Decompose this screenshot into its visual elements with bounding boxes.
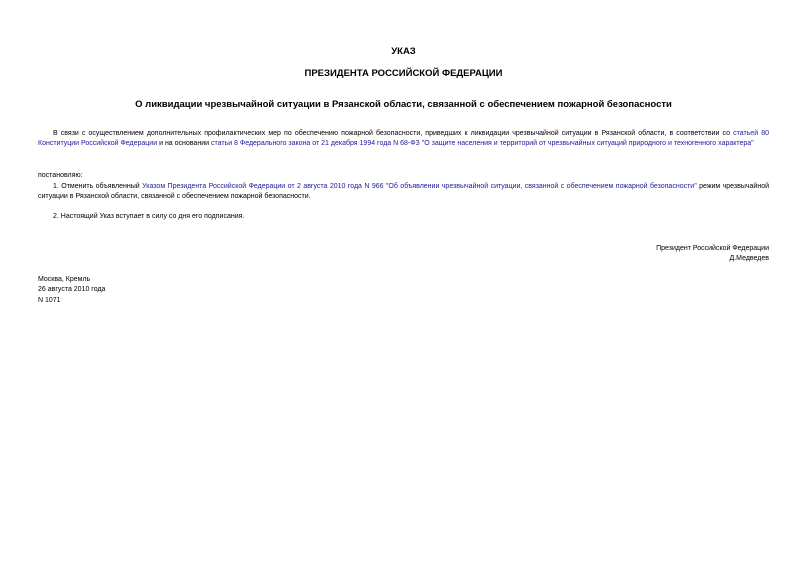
constitution-article-link[interactable]: статьей 80 Конституции Российской Федерации xyxy=(38,130,769,148)
document-number: N 1071 xyxy=(38,297,61,304)
signature-name: Д.Медведев xyxy=(729,255,769,262)
decree-966-link[interactable]: Указом Президента Российской Федерации от 2 августа 2010 года N 966 "Об объявлении чрезвычайной ситуации, связанной с обеспечением пожарной безопасности" xyxy=(142,183,697,190)
item-1-paragraph xyxy=(38,182,769,202)
signature-position: Президент Российской Федерации xyxy=(656,245,769,252)
preamble-text-2: и на основании xyxy=(157,140,211,148)
item-1-text-1: 1. Отменить объявленный xyxy=(53,183,143,190)
decree-word: постановляю: xyxy=(38,172,83,179)
document-heading: О ликвидации чрезвычайной ситуации в Рязанской области, связанной с обеспечением пожарной безопасности xyxy=(135,99,672,110)
federal-law-link[interactable]: статьи 8 Федерального закона от 21 декабря 1994 года N 68-ФЗ "О защите населения и территорий от чрезвычайных ситуаций природного и техногенного характера" xyxy=(210,140,754,148)
preamble-paragraph xyxy=(38,129,769,149)
document-subtitle: ПРЕЗИДЕНТА РОССИЙСКОЙ ФЕДЕРАЦИИ xyxy=(304,68,503,79)
document-title: УКАЗ xyxy=(391,46,416,57)
preamble-text-1: В связи с осуществлением дополнительных профилактических мер по обеспечению пожарной безопасности, приведших к ликвидации чрезвычайной ситуации в Рязанской области, в соответствии со xyxy=(53,130,734,137)
signing-place: Москва, Кремль xyxy=(38,276,91,283)
item-2-paragraph: 2. Настоящий Указ вступает в силу со дня его подписания. xyxy=(53,213,245,220)
item-1-text-2: режим чрезвычайной ситуации в Рязанской области, связанной с обеспечением пожарной безопасности. xyxy=(38,183,769,201)
signing-date: 26 августа 2010 года xyxy=(38,286,106,293)
